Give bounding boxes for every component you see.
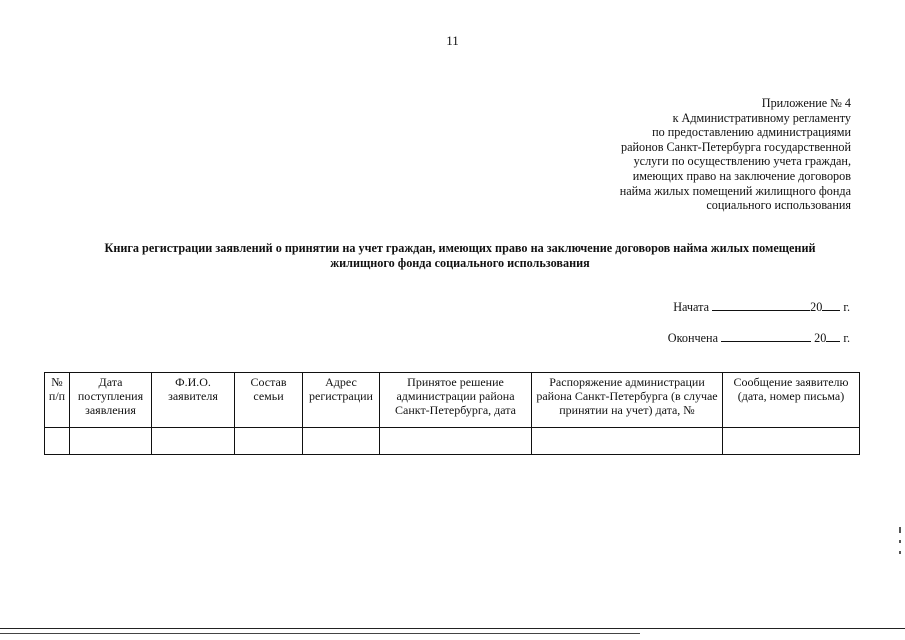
document-title — [40, 241, 880, 271]
start-date-label: Начата — [673, 300, 710, 314]
appendix-line: к Административному регламенту — [672, 110, 851, 125]
column-header-number: № п/п — [45, 373, 70, 428]
document-title-line: жилищного фонда социального использования — [330, 256, 590, 270]
column-header-order: Распоряжение администрации района Санкт-Петербурга (в случае принятии на учет) дата, № — [532, 373, 723, 428]
appendix-line: имеющих право на заключение договоров — [632, 168, 851, 183]
scan-edge-mark — [899, 527, 901, 533]
appendix-line: найма жилых помещений жилищного фонда — [619, 183, 851, 198]
end-date-label: Окончена — [667, 331, 718, 345]
scan-bottom-line — [0, 628, 905, 629]
start-date-year-prefix: 20 — [810, 300, 823, 314]
start-date-field — [673, 300, 850, 315]
appendix-line: Приложение № 4 — [761, 96, 851, 110]
column-header-date-received: Дата поступления заявления — [70, 373, 152, 428]
table-header-row — [45, 373, 860, 428]
column-header-notification: Сообщение заявителю (дата, номер письма) — [723, 373, 860, 428]
start-date-blank — [712, 300, 810, 311]
column-header-registration-address: Адрес регистрации — [303, 373, 380, 428]
end-date-field — [668, 331, 850, 346]
scan-edge-mark — [899, 540, 901, 543]
column-header-family-composition: Состав семьи — [235, 373, 303, 428]
end-date-year-suffix: г. — [843, 331, 850, 345]
end-date-blank — [721, 331, 811, 342]
document-title-line: Книга регистрации заявлений о принятии на учет граждан, имеющих право на заключение договоров найма жилых помещений — [104, 241, 816, 255]
end-date-year-blank — [826, 331, 840, 342]
appendix-line: социального использования — [706, 198, 851, 213]
appendix-line: услуги по осуществлению учета граждан, — [633, 154, 851, 169]
table-cell — [45, 428, 70, 455]
table-cell — [70, 428, 152, 455]
start-date-year-suffix: г. — [843, 300, 850, 314]
table-cell — [303, 428, 380, 455]
start-date-year-blank — [822, 300, 840, 311]
appendix-reference — [531, 96, 851, 213]
table-cell — [380, 428, 532, 455]
table-cell — [235, 428, 303, 455]
end-date-year-prefix: 20 — [814, 331, 827, 345]
scan-edge-mark — [899, 551, 901, 554]
appendix-line: районов Санкт-Петербурга государственной — [620, 139, 851, 154]
page-number: 11 — [446, 33, 459, 48]
table-cell — [723, 428, 860, 455]
registration-table — [44, 372, 860, 455]
scan-bottom-line — [0, 633, 640, 634]
table-cell — [152, 428, 235, 455]
appendix-line: по предоставлению администрациями — [652, 125, 851, 140]
column-header-applicant-name: Ф.И.О. заявителя — [152, 373, 235, 428]
table-cell — [532, 428, 723, 455]
table-row — [45, 428, 860, 455]
column-header-decision: Принятое решение администрации района Санкт-Петербурга, дата — [380, 373, 532, 428]
